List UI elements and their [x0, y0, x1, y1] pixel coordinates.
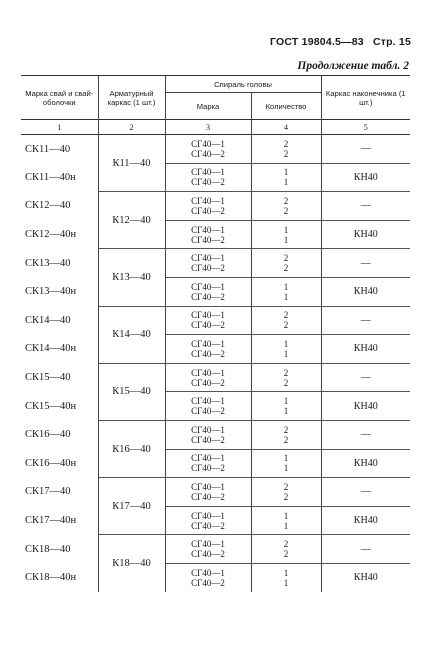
spiral-mark: СГ40—1 — [191, 253, 225, 264]
spiral-quantity: 1 — [283, 167, 289, 178]
col-header-frame: Арматурный каркас (1 шт.) — [98, 76, 165, 120]
spiral-quantity: 2 — [283, 434, 289, 445]
spiral-mark: СГ40—2 — [191, 549, 225, 560]
spiral-mark: СГ40—1 — [191, 424, 225, 435]
column-number: 5 — [321, 120, 410, 135]
spiral-quantities — [251, 535, 321, 564]
pile-mark: СК16—40н — [25, 457, 77, 469]
spiral-quantities — [251, 392, 321, 421]
spiral-quantities — [251, 163, 321, 192]
spiral-mark: СГ40—2 — [191, 177, 225, 188]
tip-frame-mark: КН40 — [321, 335, 410, 364]
spiral-quantity: 1 — [283, 291, 289, 302]
table-row — [21, 506, 410, 535]
table-row — [21, 306, 410, 335]
spiral-mark: СГ40—1 — [191, 539, 225, 550]
spiral-quantity: 2 — [283, 253, 289, 264]
frame-mark: К17—40 — [98, 478, 165, 535]
spiral-mark: СГ40—2 — [191, 148, 225, 159]
pile-mark: СК11—40н — [25, 171, 76, 183]
spiral-quantities — [251, 277, 321, 306]
spiral-mark: СГ40—2 — [191, 320, 225, 331]
tip-frame-mark: КН40 — [321, 392, 410, 421]
pile-mark: СК12—40 — [25, 200, 71, 212]
spiral-marks — [165, 535, 251, 564]
spiral-mark: СГ40—1 — [191, 510, 225, 521]
table-row — [21, 563, 410, 592]
spiral-quantity: 2 — [283, 367, 289, 378]
page-number: Стр. 15 — [372, 36, 411, 48]
spiral-mark: СГ40—2 — [191, 463, 225, 474]
spiral-mark: СГ40—2 — [191, 491, 225, 502]
frame-mark: К12—40 — [98, 192, 165, 249]
tip-frame-mark: КН40 — [321, 563, 410, 592]
spiral-quantities — [251, 478, 321, 507]
table-row — [21, 220, 410, 249]
tip-frame-mark: — — [321, 535, 410, 564]
spiral-mark: СГ40—2 — [191, 291, 225, 302]
spiral-mark: СГ40—2 — [191, 377, 225, 388]
pile-mark: СК18—40н — [25, 572, 77, 584]
pile-mark: СК13—40 — [25, 257, 71, 269]
spiral-quantity: 2 — [283, 539, 289, 550]
spiral-quantities — [251, 249, 321, 278]
spiral-mark: СГ40—2 — [191, 406, 225, 417]
spiral-quantity: 1 — [283, 338, 289, 349]
spiral-quantity: 1 — [283, 577, 289, 588]
spiral-marks — [165, 163, 251, 192]
pile-mark: СК15—40н — [25, 400, 77, 412]
tip-frame-mark: — — [321, 363, 410, 392]
frame-mark: К15—40 — [98, 363, 165, 420]
col-header-spiral-mark: Марка — [165, 93, 251, 120]
pile-reinforcement-table — [21, 75, 410, 592]
frame-mark: К13—40 — [98, 249, 165, 306]
col-header-pile-mark: Марка свай и свай-оболочки — [21, 76, 98, 120]
spiral-quantity: 1 — [283, 281, 289, 292]
spiral-quantity: 2 — [283, 549, 289, 560]
column-number: 4 — [251, 120, 321, 135]
spiral-mark: СГ40—2 — [191, 348, 225, 359]
spiral-quantity: 1 — [283, 177, 289, 188]
spiral-marks — [165, 220, 251, 249]
spiral-quantity: 1 — [283, 406, 289, 417]
pile-mark: СК18—40 — [25, 543, 71, 555]
spiral-marks — [165, 506, 251, 535]
table-continuation-label: Продолжение табл. 2 — [297, 60, 409, 72]
spiral-mark: СГ40—1 — [191, 167, 225, 178]
spiral-mark: СГ40—1 — [191, 338, 225, 349]
spiral-mark: СГ40—2 — [191, 234, 225, 245]
spiral-quantity: 2 — [283, 195, 289, 206]
column-number: 3 — [165, 120, 251, 135]
page-header — [264, 36, 411, 48]
table-row — [21, 363, 410, 392]
table-row — [21, 478, 410, 507]
pile-mark: СК14—40 — [25, 314, 71, 326]
pile-mark: СК15—40 — [25, 372, 71, 384]
spiral-mark: СГ40—2 — [191, 263, 225, 274]
spiral-marks — [165, 277, 251, 306]
spiral-quantities — [251, 192, 321, 221]
spiral-quantity: 1 — [283, 510, 289, 521]
frame-mark: К14—40 — [98, 306, 165, 363]
spiral-quantity: 2 — [283, 148, 289, 159]
spiral-marks — [165, 335, 251, 364]
tip-frame-mark: — — [321, 249, 410, 278]
table-row — [21, 449, 410, 478]
spiral-quantity: 2 — [283, 424, 289, 435]
table-row — [21, 335, 410, 364]
spiral-quantity: 2 — [283, 263, 289, 274]
column-number: 1 — [21, 120, 98, 135]
table-row — [21, 535, 410, 564]
pile-mark: СК12—40н — [25, 229, 77, 241]
spiral-mark: СГ40—1 — [191, 367, 225, 378]
tip-frame-mark: КН40 — [321, 220, 410, 249]
col-header-spiral: Спираль головы — [165, 76, 321, 93]
spiral-quantity: 1 — [283, 453, 289, 464]
spiral-quantities — [251, 420, 321, 449]
spiral-quantity: 1 — [283, 348, 289, 359]
col-header-quantity: Количество — [251, 93, 321, 120]
table-row — [21, 249, 410, 278]
tip-frame-mark: — — [321, 420, 410, 449]
tip-frame-mark: — — [321, 306, 410, 335]
spiral-quantity: 1 — [283, 224, 289, 235]
spiral-marks — [165, 392, 251, 421]
spiral-marks — [165, 363, 251, 392]
spiral-mark: СГ40—2 — [191, 577, 225, 588]
table-row — [21, 420, 410, 449]
spiral-quantity: 2 — [283, 310, 289, 321]
spiral-marks — [165, 420, 251, 449]
spiral-mark: СГ40—2 — [191, 434, 225, 445]
spiral-quantities — [251, 335, 321, 364]
tip-frame-mark: КН40 — [321, 163, 410, 192]
spiral-quantities — [251, 563, 321, 592]
spiral-mark: СГ40—1 — [191, 567, 225, 578]
pile-mark: СК14—40н — [25, 343, 77, 355]
table-row — [21, 392, 410, 421]
table-row — [21, 192, 410, 221]
standard-number: ГОСТ 19804.5—83 — [270, 36, 364, 48]
spiral-quantity: 1 — [283, 396, 289, 407]
spiral-mark: СГ40—1 — [191, 195, 225, 206]
table-row — [21, 135, 410, 164]
tip-frame-mark: — — [321, 135, 410, 164]
spiral-mark: СГ40—1 — [191, 224, 225, 235]
spiral-quantities — [251, 449, 321, 478]
spiral-marks — [165, 192, 251, 221]
column-number: 2 — [98, 120, 165, 135]
spiral-quantities — [251, 220, 321, 249]
spiral-quantities — [251, 135, 321, 164]
spiral-quantity: 2 — [283, 491, 289, 502]
spiral-marks — [165, 449, 251, 478]
tip-frame-mark: — — [321, 478, 410, 507]
spiral-marks — [165, 478, 251, 507]
column-numbers-row — [21, 120, 410, 135]
spiral-quantity: 2 — [283, 320, 289, 331]
pile-mark: СК17—40 — [25, 486, 71, 498]
frame-mark: К16—40 — [98, 420, 165, 477]
spiral-quantity: 1 — [283, 520, 289, 531]
spiral-quantity: 1 — [283, 234, 289, 245]
spiral-quantity: 1 — [283, 463, 289, 474]
spiral-mark: СГ40—1 — [191, 310, 225, 321]
tip-frame-mark: — — [321, 192, 410, 221]
pile-mark: СК16—40 — [25, 429, 71, 441]
spiral-marks — [165, 249, 251, 278]
spiral-marks — [165, 306, 251, 335]
spiral-quantity: 2 — [283, 377, 289, 388]
spiral-marks — [165, 135, 251, 164]
spiral-quantities — [251, 506, 321, 535]
col-header-tip-frame: Каркас наконечника (1 шт.) — [321, 76, 410, 120]
table-row — [21, 163, 410, 192]
table-row — [21, 277, 410, 306]
spiral-quantities — [251, 306, 321, 335]
pile-mark: СК17—40н — [25, 515, 77, 527]
tip-frame-mark: КН40 — [321, 277, 410, 306]
frame-mark: К11—40 — [98, 135, 165, 192]
tip-frame-mark: КН40 — [321, 506, 410, 535]
spiral-mark: СГ40—1 — [191, 138, 225, 149]
spiral-mark: СГ40—1 — [191, 481, 225, 492]
pile-mark: СК11—40 — [25, 143, 71, 155]
tip-frame-mark: КН40 — [321, 449, 410, 478]
spiral-mark: СГ40—1 — [191, 396, 225, 407]
frame-mark: К18—40 — [98, 535, 165, 592]
spiral-quantity: 2 — [283, 481, 289, 492]
table-body — [21, 135, 410, 593]
spiral-mark: СГ40—1 — [191, 281, 225, 292]
spiral-mark: СГ40—2 — [191, 520, 225, 531]
spiral-marks — [165, 563, 251, 592]
spiral-quantities — [251, 363, 321, 392]
spiral-quantity: 1 — [283, 567, 289, 578]
spiral-quantity: 2 — [283, 205, 289, 216]
spiral-mark: СГ40—1 — [191, 453, 225, 464]
spiral-mark: СГ40—2 — [191, 205, 225, 216]
spiral-quantity: 2 — [283, 138, 289, 149]
pile-mark: СК13—40н — [25, 286, 77, 298]
